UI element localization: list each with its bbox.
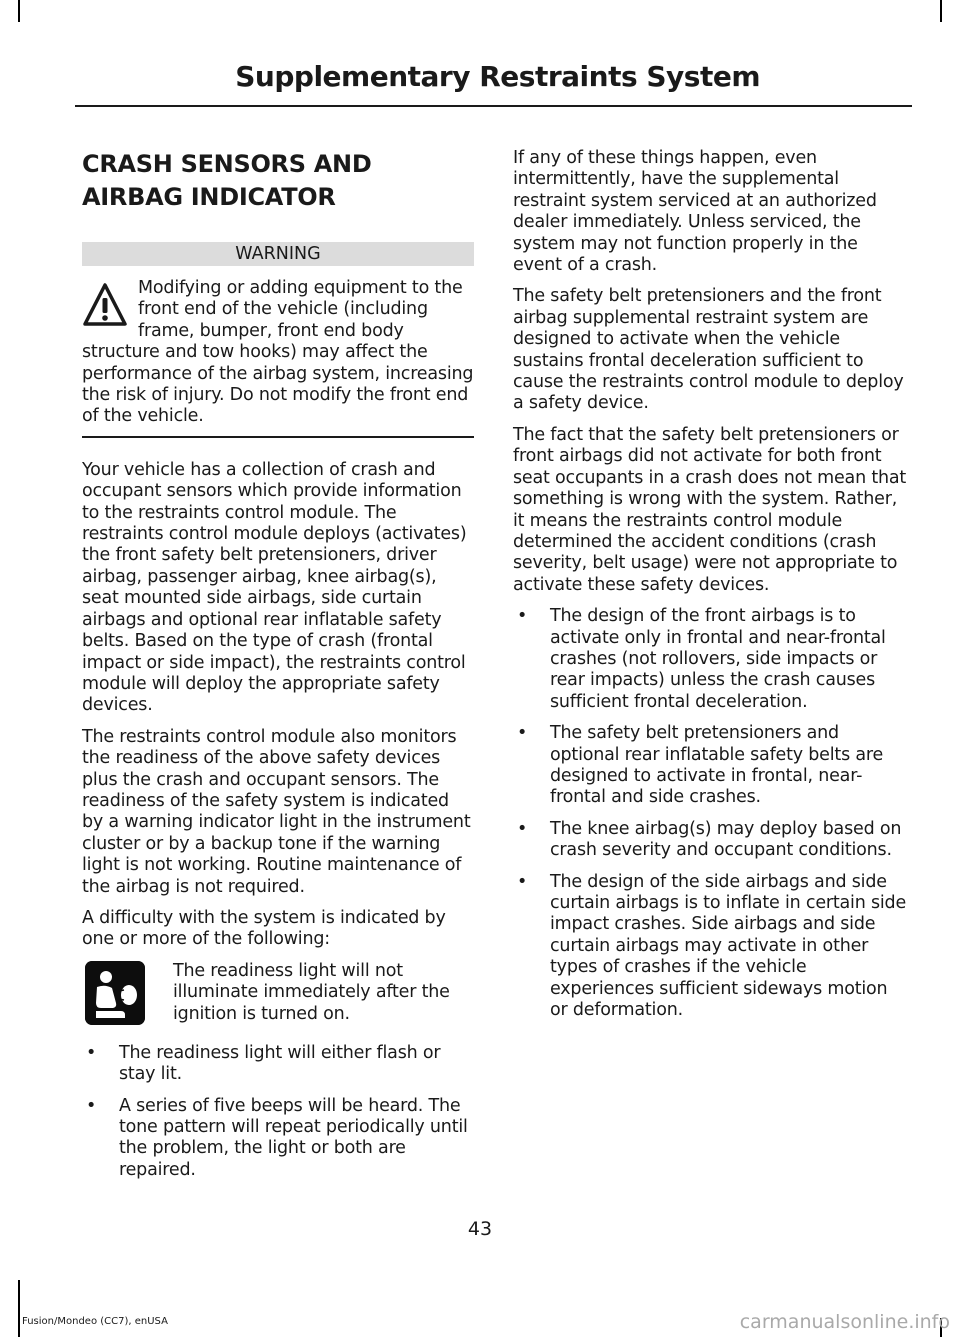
list-item: • The design of the side airbags and side curtain airbags is to inflate in certain side impact crashes. Side airbags and side curtain airbags may activate in other types of crashes if the vehicle experiences sufficient sideways motion or deformation.: [513, 872, 907, 1022]
body-paragraph: The restraints control module also monitors the readiness of the above safety devices plus the crash and occupant sensors. The readiness of the safety system is indicated by a warning indicator light in the instrument cluster or by a backup tone if the warning light is not working. Routine maintenance of the airbag is not required.: [82, 726, 471, 897]
body-paragraph: The safety belt pretensioners and the front airbag supplemental restraint system are designed to activate when the vehicle sustains frontal deceleration sufficient to cause the restraints control module to deploy a safety device.: [513, 286, 904, 414]
warning-text: Modifying or adding equipment to the front end of the vehicle (including frame, bumper, front end body structure and tow hooks) may affect the performance of the airbag system, increasing the risk of injury. Do not modify the front end of the vehicle.: [82, 278, 474, 427]
body-paragraph: The fact that the safety belt pretensioners or front airbags did not activate for both front seat occupants in a crash does not mean that something is wrong with the system. Rather, it means the restraints control module determined the accident conditions (crash severity, belt usage) were not appropriate to activate these safety devices.: [513, 424, 907, 595]
section-heading-line1: CRASH SENSORS AND: [82, 150, 372, 178]
warning-divider: [82, 436, 474, 438]
warning-triangle-icon: [82, 282, 128, 330]
list-item: • The safety belt pretensioners and optional rear inflatable safety belts are designed to activate in frontal, near-frontal and side crashes.: [513, 723, 907, 809]
left-column: [82, 148, 474, 1191]
body-paragraph: If any of these things happen, even intermittently, have the supplemental restraint system serviced at an authorized dealer immediately. Unless serviced, the system may not function properly in the event of a crash.: [513, 148, 877, 276]
symptom-list: [82, 1043, 474, 1181]
airbag-design-list: [513, 606, 907, 1021]
crop-mark-top-left: [18, 0, 20, 22]
page-number: 43: [467, 1218, 493, 1240]
list-item: • The readiness light will either flash or stay lit.: [82, 1043, 474, 1086]
header-divider: [75, 105, 912, 107]
watermark: carmanualsonline.info: [739, 1311, 950, 1333]
crop-mark-bottom-left: [18, 1280, 20, 1337]
section-heading-line2: AIRBAG INDICATOR: [82, 183, 336, 211]
readiness-light-text: The readiness light will not illuminate immediately after the ignition is turned on.: [173, 960, 450, 1024]
warning-box: [82, 278, 474, 436]
footer-model-text: Fusion/Mondeo (CC7), enUSA: [22, 1316, 168, 1327]
section-heading: [82, 148, 474, 214]
right-column: [513, 148, 907, 1031]
body-paragraph: A difficulty with the system is indicated by one or more of the following:: [82, 907, 446, 950]
body-paragraph: Your vehicle has a collection of crash and occupant sensors which provide information to the restraints control module. The restraints control module deploys (activates) the front safety belt pretensioners, driver airbag, passenger airbag, knee airbag(s), seat mounted side airbags, side curtain airbags and optional rear inflatable safety belts. Based on the type of crash (frontal impact or side impact), the restraints control module will deploy the appropriate safety devices.: [82, 459, 467, 716]
warning-label: WARNING: [82, 242, 474, 266]
list-item: • The design of the front airbags is to activate only in frontal and near-frontal crashes (not rollovers, side impacts or rear impacts) unless the crash causes sufficient frontal deceleration.: [513, 606, 907, 713]
crop-mark-top-right: [940, 0, 942, 22]
airbag-readiness-icon: [85, 961, 145, 1025]
readiness-light-item: [82, 961, 474, 1031]
list-item: • A series of five beeps will be heard. The tone pattern will repeat periodically until the problem, the light or both are repaired.: [82, 1096, 474, 1182]
page-header-title: Supplementary Restraints System: [235, 60, 760, 93]
list-item: • The knee airbag(s) may deploy based on crash severity and occupant conditions.: [513, 819, 907, 862]
